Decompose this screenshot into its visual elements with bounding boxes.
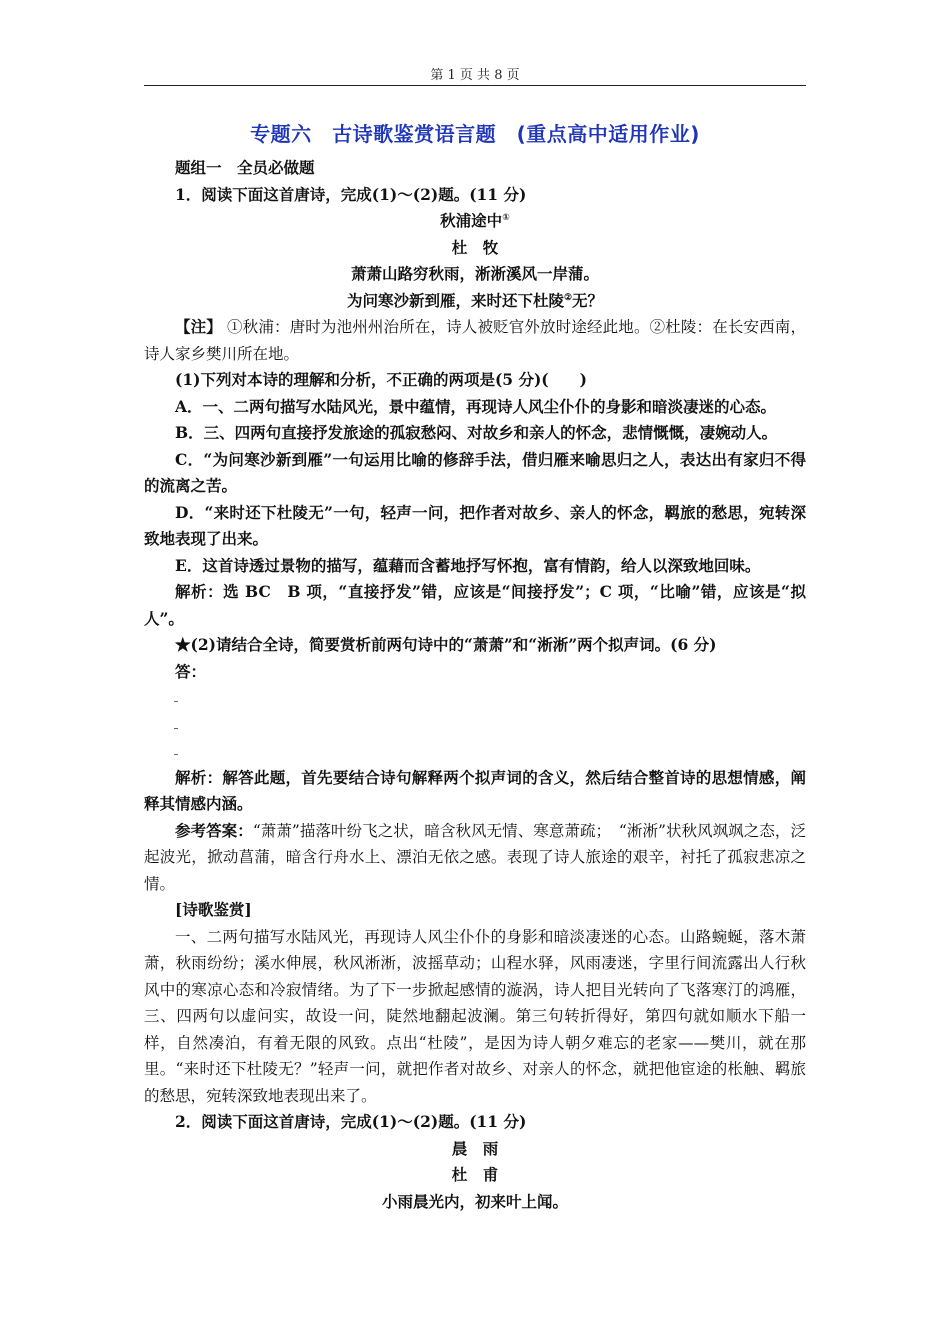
answer-label: 答： <box>175 661 207 681</box>
q1-poem-line-1: 萧萧山路穷秋雨，淅淅溪风一岸蒲。 <box>350 264 599 283</box>
q2-poem-line-1: 小雨晨光内，初来叶上闻。 <box>381 1191 568 1211</box>
q1-prompt: 1．阅读下面这首唐诗，完成(1)～(2)题。(11 分) <box>175 184 527 204</box>
q1-poem-title: 秋浦途中① <box>440 212 510 230</box>
q1-analysis2: 解析：解答此题，首先要结合诗句解释两个拟声词的含义，然后结合整首诗的思想情感，阐释其情感内涵。 <box>144 767 806 813</box>
page-title: 专题六 古诗歌鉴赏语言题 (重点高中适用作业) <box>250 122 700 146</box>
q1-analysis1: 解析：选 BC B 项，“直接抒发”错，应该是“间接抒发”；C 项，“比喻”错，应该是“拟人”。 <box>144 582 806 628</box>
q2-poem-title: 晨 雨 <box>451 1139 499 1158</box>
option-b: B．三、四两句直接抒发旅途的孤寂愁闷、对故乡和亲人的怀念，悲情慨慨，凄婉动人。 <box>175 423 778 442</box>
answer-line[interactable] <box>144 738 806 765</box>
option-d: D．“来时还下杜陵无”一句，轻声一问，把作者对故乡、亲人的怀念，羁旅的愁思，宛转深致地表现了出来。 <box>144 502 806 548</box>
q2-author: 杜 甫 <box>451 1165 499 1184</box>
appreciation-text: 一、二两句描写水陆风光，再现诗人风尘仆仆的身影和暗淡凄迷的心态。山路蜿蜒，落木萧萧，秋雨纷纷；溪水伸展，秋风淅淅，波摇草动；山程水驿，风雨凄迷，字里行间流露出人行秋风中的寒凉心态和冷寂情绪。为了下一步掀起感情的漩涡，诗人把目光转向了飞落寒汀的鸿雁，三、四两句以虚问实，故设一问，陡然地翻起波澜。第三句转折得好，第四句就如顺水下船一样，自然凑泊，有着无限的风致。点出“杜陵”，是因为诗人朝夕难忘的老家——樊川，就在那里。“来时还下杜陵无？”轻声一问，就把作者对故乡、对亲人的怀念，就把他宦途的枨触、羁旅的愁思，宛转深致地表现出来了。 <box>144 927 806 1105</box>
line-note: ② <box>563 292 573 303</box>
page-header: 第 1 页 共 8 页 <box>430 68 520 83</box>
option-a: A．一、二两句描写水陆风光，景中蕴情，再现诗人风尘仆仆的身影和暗淡凄迷的心态。 <box>175 396 777 416</box>
group-label: 题组一 全员必做题 <box>175 158 315 177</box>
q1-sub2: ★(2)请结合全诗，简要赏析前两句诗中的“萧萧”和“淅淅”两个拟声词。(6 分) <box>175 635 717 654</box>
q1-reference <box>144 818 806 898</box>
q1-poem-line-2: 为问寒沙新到雁，来时还下杜陵②无？ <box>346 290 604 310</box>
answer-line[interactable] <box>144 712 806 739</box>
reference-text: “萧萧”描落叶纷飞之状，暗含秋风无情、寒意萧疏； “淅淅”状秋风飒飒之态，泛起波光，掀动菖蒲，暗含行舟水上、漂泊无依之感。表现了诗人旅途的艰辛，衬托了孤寂悲凉之情。 <box>144 821 806 893</box>
option-c: C．“为问寒沙新到雁”一句运用比喻的修辞手法，借归雁来喻思归之人，表达出有家归不得的流离之苦。 <box>144 449 806 495</box>
document-body <box>144 118 806 1215</box>
q1-sub1: (1)下列对本诗的理解和分析，不正确的两项是(5 分)( ) <box>175 370 587 389</box>
answer-line[interactable] <box>144 685 806 712</box>
q1-author: 杜 牧 <box>451 237 499 257</box>
reference-label: 参考答案： <box>175 820 253 840</box>
note-label: 【注】 <box>175 317 222 336</box>
appreciation-label: [诗歌鉴赏] <box>175 900 252 919</box>
q1-note <box>144 314 806 367</box>
note-text: ①秋浦：唐时为池州州治所在，诗人被贬官外放时途经此地。②杜陵：在长安西南，诗人家乡樊川所在地。 <box>144 318 806 363</box>
option-e: E．这首诗透过景物的描写，蕴藉而含蓄地抒写怀抱，富有情韵，给人以深致地回味。 <box>175 555 761 575</box>
header-rule <box>144 85 806 86</box>
poem-title-note: ① <box>502 212 510 223</box>
q2-prompt: 2．阅读下面这首唐诗，完成(1)～(2)题。(11 分) <box>175 1112 527 1131</box>
